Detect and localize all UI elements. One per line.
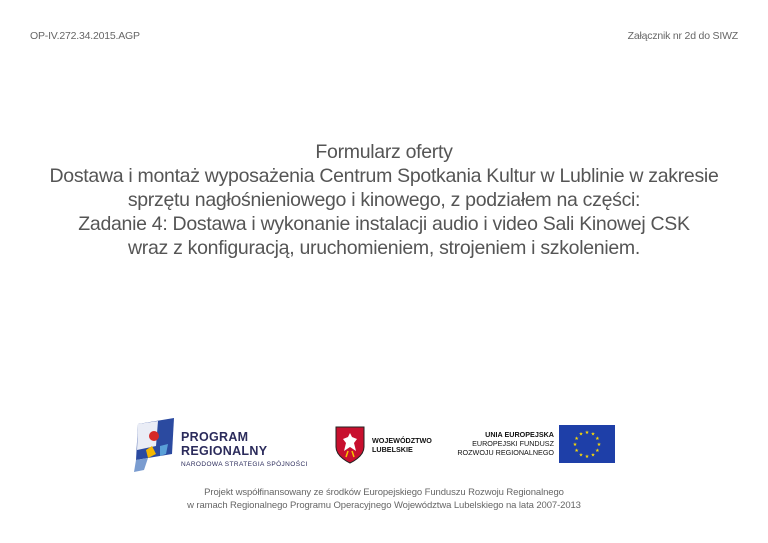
svg-text:★: ★ [574,436,579,442]
svg-text:★: ★ [584,430,590,436]
svg-text:★: ★ [578,431,584,438]
title-line-1: Formularz oferty [315,141,453,163]
svg-text:★: ★ [578,452,584,459]
svg-text:★: ★ [590,452,596,459]
program-regionalny-emblem-icon [134,416,178,476]
lubelskie-coat-of-arms-icon [334,425,366,465]
svg-text:★: ★ [596,442,602,448]
document-reference: OP-IV.272.34.2015.AGP [30,30,140,42]
svg-text:★: ★ [574,448,579,454]
cofinancing-note: Projekt współfinansowany ze środków Europejskiego Funduszu Rozwoju Regionalnego w ramach Regionalnego Programu Operacyjnego Województwa Lubelskiego na lata 2007-2013 [187,487,581,511]
svg-text:★: ★ [595,436,600,442]
eu-flag-icon [559,425,615,463]
title-line-3: sprzętu nagłośnieniowego i kinowego, z podziałem na części: [127,189,641,211]
title-line-2: Dostawa i montaż wyposażenia Centrum Spotkania Kultur w Lublinie w zakresie [49,165,719,187]
svg-text:★: ★ [595,448,600,454]
svg-text:★: ★ [584,454,590,460]
wojewodztwo-lubelskie-text: WOJEWÓDZTWO LUBELSKIE [372,436,432,454]
program-regionalny-title: PROGRAM REGIONALNY [181,430,268,458]
svg-text:★: ★ [590,431,596,438]
svg-text:★: ★ [572,442,578,448]
document-title [0,140,768,260]
attachment-label: Załącznik nr 2d do SIWZ [627,30,738,42]
unia-europejska-text: UNIA EUROPEJSKA EUROPEJSKI FUNDUSZ ROZWOJU REGIONALNEGO [457,430,554,457]
program-regionalny-logo [134,416,324,476]
wojewodztwo-lubelskie-logo [334,425,444,467]
eu-stars-icon [559,425,615,463]
title-line-5: wraz z konfiguracją, uruchomieniem, strojeniem i szkoleniem. [128,237,640,259]
program-regionalny-subtitle: NARODOWA STRATEGIA SPÓJNOŚCI [181,461,308,468]
title-line-4: Zadanie 4: Dostawa i wykonanie instalacji audio i video Sali Kinowej CSK [78,213,690,235]
